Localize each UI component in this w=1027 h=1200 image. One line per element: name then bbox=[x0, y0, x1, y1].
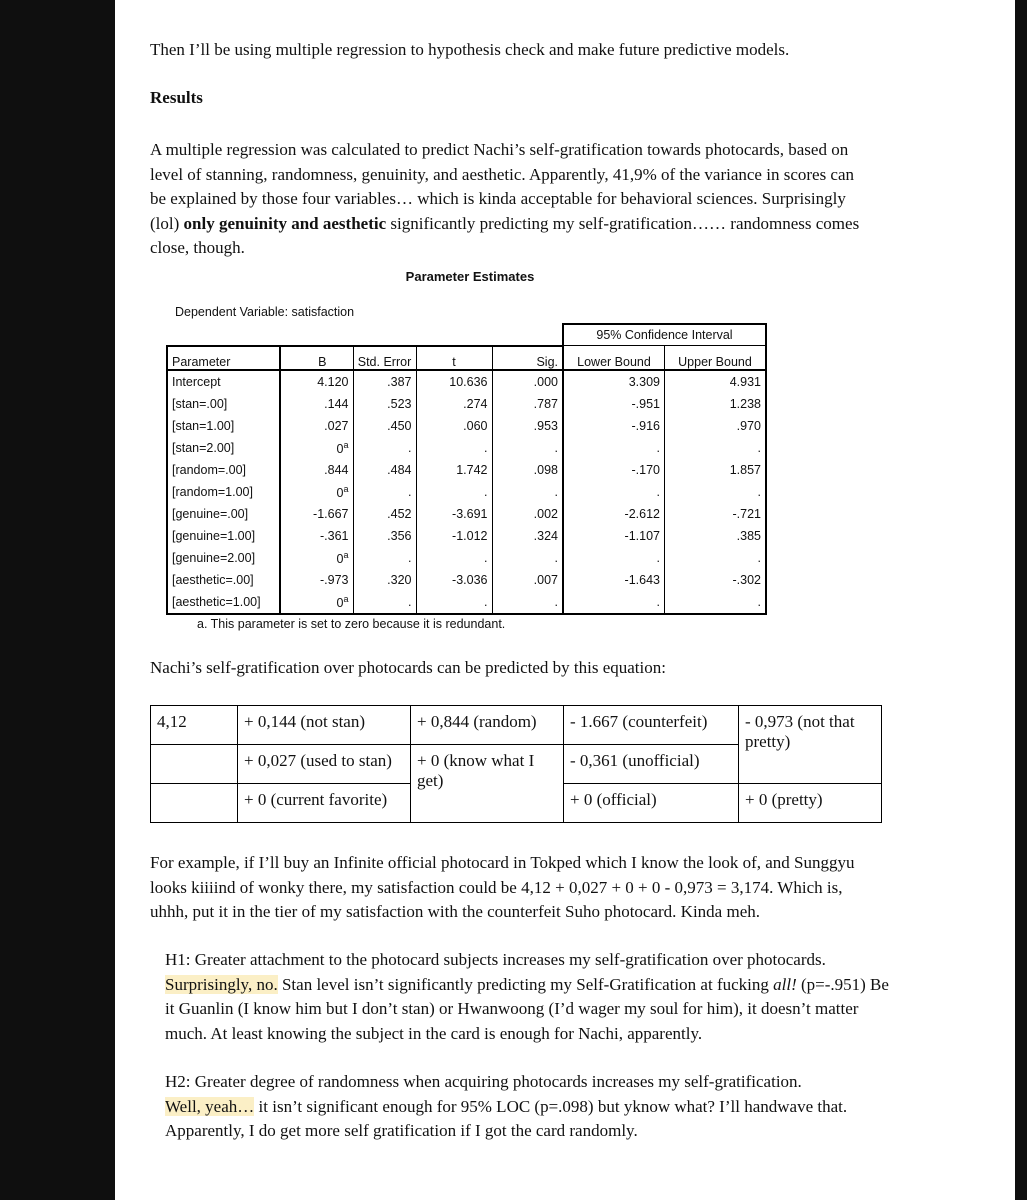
h2-highlight: Well, yeah… bbox=[165, 1096, 255, 1116]
cell-lower-bound bbox=[563, 503, 665, 525]
table-row bbox=[167, 569, 766, 591]
cell-upper-bound-value: . bbox=[757, 594, 761, 609]
cell-upper-bound bbox=[665, 459, 767, 481]
cell-parameter bbox=[167, 503, 280, 525]
cell-b-value: .027 bbox=[324, 418, 349, 433]
cell-t bbox=[416, 437, 492, 459]
cell-lower-bound bbox=[563, 415, 665, 437]
cell-parameter bbox=[167, 569, 280, 591]
footnote-marker: a bbox=[343, 440, 349, 451]
cell-upper-bound bbox=[665, 503, 767, 525]
cell-upper-bound bbox=[665, 547, 767, 569]
table-header-row bbox=[167, 324, 766, 346]
cell-b bbox=[280, 591, 353, 614]
cell-std-error-value: .484 bbox=[387, 462, 412, 477]
cell-lower-bound-value: 3.309 bbox=[628, 374, 660, 389]
ci-header: 95% Confidence Interval bbox=[563, 324, 766, 346]
cell-sig-value: .000 bbox=[533, 374, 558, 389]
cell-upper-bound-value: 4.931 bbox=[729, 374, 761, 389]
example-paragraph: For example, if I’ll buy an Infinite official photocard in Tokped which I know the look of, and Sunggyu looks kiiiind of wonky there, my satisfaction could be 4,12 + 0,027 + 0 + 0 - 0,973 = 3,174. Which is, uhhh, put it in the tier of my satisfaction with the counterfeit Suho photocard. Kinda meh. bbox=[150, 853, 855, 921]
cell-b bbox=[280, 481, 353, 503]
cell-upper-bound-value: . bbox=[757, 484, 761, 499]
cell-upper-bound-value: -.302 bbox=[732, 572, 761, 587]
parameter-estimates-title: Parameter Estimates bbox=[405, 269, 535, 284]
equation-table bbox=[150, 705, 882, 823]
table-row bbox=[167, 437, 766, 459]
results-paragraph bbox=[150, 138, 870, 261]
cell-t-value: . bbox=[484, 440, 488, 455]
cell-std-error bbox=[353, 547, 416, 569]
equation-row bbox=[151, 706, 882, 745]
cell-sig bbox=[492, 569, 563, 591]
cell-parameter-value: [random=.00] bbox=[172, 462, 247, 477]
cell-b-value: .144 bbox=[324, 396, 349, 411]
cell-b bbox=[280, 437, 353, 459]
cell-parameter-value: [stan=1.00] bbox=[172, 418, 235, 433]
cell-std-error-value: .387 bbox=[387, 374, 412, 389]
cell-sig bbox=[492, 547, 563, 569]
cell-std-error-value: . bbox=[408, 550, 412, 565]
table-row bbox=[167, 503, 766, 525]
cell-lower-bound-value: -1.107 bbox=[624, 528, 660, 543]
equation-stan-term: + 0 (current favorite) bbox=[238, 784, 411, 823]
cell-b-value: 0 bbox=[336, 552, 344, 567]
cell-upper-bound bbox=[665, 481, 767, 503]
cell-b-value: 0 bbox=[336, 442, 344, 457]
cell-std-error bbox=[353, 370, 416, 393]
cell-parameter bbox=[167, 459, 280, 481]
cell-std-error bbox=[353, 525, 416, 547]
cell-sig-value: .324 bbox=[533, 528, 558, 543]
cell-sig-value: . bbox=[554, 550, 558, 565]
cell-parameter bbox=[167, 370, 280, 393]
cell-lower-bound-value: -2.612 bbox=[624, 506, 660, 521]
cell-sig-value: .002 bbox=[533, 506, 558, 521]
cell-upper-bound bbox=[665, 370, 767, 393]
cell-lower-bound-value: -.916 bbox=[631, 418, 660, 433]
cell-t bbox=[416, 591, 492, 614]
footnote-marker: a bbox=[343, 594, 349, 605]
cell-upper-bound bbox=[665, 525, 767, 547]
cell-lower-bound bbox=[563, 547, 665, 569]
cell-lower-bound bbox=[563, 569, 665, 591]
cell-std-error-value: . bbox=[408, 440, 412, 455]
cell-sig-value: .953 bbox=[533, 418, 558, 433]
cell-std-error-value: .356 bbox=[387, 528, 412, 543]
table-row bbox=[167, 370, 766, 393]
cell-lower-bound-value: -.951 bbox=[631, 396, 660, 411]
equation-aesthetic-term: + 0 (pretty) bbox=[739, 784, 882, 823]
paragraph1-end: significantly predicting my self-gratification…… randomness comes close, though. bbox=[150, 213, 860, 257]
cell-t bbox=[416, 459, 492, 481]
cell-t bbox=[416, 370, 492, 393]
cell-b bbox=[280, 370, 353, 393]
header-std-error: Std. Error bbox=[353, 346, 416, 370]
h1-highlight: Surprisingly, no. bbox=[165, 974, 278, 994]
hypothesis-2 bbox=[165, 1070, 895, 1144]
equation-intercept: 4,12 bbox=[151, 706, 238, 745]
cell-b-value: 0 bbox=[336, 596, 344, 611]
cell-sig bbox=[492, 370, 563, 393]
cell-t-value: 10.636 bbox=[449, 374, 488, 389]
cell-t bbox=[416, 569, 492, 591]
cell-std-error bbox=[353, 393, 416, 415]
cell-std-error bbox=[353, 415, 416, 437]
cell-sig-value: .787 bbox=[533, 396, 558, 411]
equation-intro: Nachi’s self-gratification over photocards can be predicted by this equation: bbox=[150, 658, 666, 677]
cell-t-value: -3.036 bbox=[452, 572, 488, 587]
h2-rest: it isn’t significant enough for 95% LOC (p=.098) but yknow what? I’ll handwave that. Apparently, I do get more self gratification if I got the card randomly. bbox=[165, 1096, 848, 1140]
cell-b-value: -.973 bbox=[320, 572, 349, 587]
cell-t-value: .274 bbox=[463, 396, 488, 411]
equation-stan-term: + 0,144 (not stan) bbox=[238, 706, 411, 745]
cell-std-error bbox=[353, 459, 416, 481]
cell-sig-value: . bbox=[554, 594, 558, 609]
h1-italic: all! bbox=[773, 974, 797, 994]
footnote-marker: a bbox=[343, 550, 349, 561]
cell-b-value: -1.667 bbox=[313, 506, 349, 521]
dependent-variable-label: Dependent Variable: satisfaction bbox=[175, 305, 355, 319]
cell-parameter-value: [aesthetic=.00] bbox=[172, 572, 254, 587]
cell-sig bbox=[492, 503, 563, 525]
cell-upper-bound-value: . bbox=[757, 550, 761, 565]
cell-lower-bound bbox=[563, 459, 665, 481]
cell-upper-bound-value: 1.857 bbox=[729, 462, 761, 477]
cell-parameter bbox=[167, 437, 280, 459]
cell-lower-bound-value: . bbox=[656, 550, 660, 565]
cell-sig bbox=[492, 437, 563, 459]
cell-lower-bound-value: -.170 bbox=[631, 462, 660, 477]
cell-b-value: -.361 bbox=[320, 528, 349, 543]
cell-t bbox=[416, 393, 492, 415]
cell-std-error bbox=[353, 437, 416, 459]
cell-parameter-value: [stan=2.00] bbox=[172, 440, 235, 455]
cell-sig-value: .007 bbox=[533, 572, 558, 587]
cell-t bbox=[416, 547, 492, 569]
cell-std-error-value: .523 bbox=[387, 396, 412, 411]
cell-lower-bound-value: -1.643 bbox=[624, 572, 660, 587]
cell-std-error-value: .450 bbox=[387, 418, 412, 433]
equation-genuine-term: + 0 (official) bbox=[564, 784, 739, 823]
cell-lower-bound bbox=[563, 370, 665, 393]
cell-std-error bbox=[353, 481, 416, 503]
cell-std-error bbox=[353, 569, 416, 591]
header-sig: Sig. bbox=[492, 346, 563, 370]
equation-random-term: + 0 (know what I get) bbox=[411, 745, 564, 823]
cell-sig-value: . bbox=[554, 440, 558, 455]
cell-upper-bound bbox=[665, 415, 767, 437]
cell-lower-bound bbox=[563, 481, 665, 503]
cell-upper-bound-value: . bbox=[757, 440, 761, 455]
equation-random-term: + 0,844 (random) bbox=[411, 706, 564, 745]
cell-std-error-value: .452 bbox=[387, 506, 412, 521]
cell-parameter-value: [genuine=1.00] bbox=[172, 528, 256, 543]
cell-t bbox=[416, 481, 492, 503]
cell-parameter-value: Intercept bbox=[172, 374, 221, 389]
cell-b bbox=[280, 525, 353, 547]
cell-b bbox=[280, 547, 353, 569]
cell-sig bbox=[492, 393, 563, 415]
header-upper-bound: Upper Bound bbox=[665, 346, 767, 370]
document-page bbox=[115, 0, 1015, 1200]
cell-sig bbox=[492, 459, 563, 481]
cell-lower-bound-value: . bbox=[656, 440, 660, 455]
cell-parameter bbox=[167, 591, 280, 614]
cell-b-value: .844 bbox=[324, 462, 349, 477]
cell-t-value: .060 bbox=[463, 418, 488, 433]
equation-empty-cell bbox=[151, 745, 238, 784]
header-lower-bound: Lower Bound bbox=[563, 346, 665, 370]
cell-sig bbox=[492, 481, 563, 503]
cell-parameter-value: [genuine=2.00] bbox=[172, 550, 256, 565]
cell-b bbox=[280, 459, 353, 481]
cell-std-error-value: .320 bbox=[387, 572, 412, 587]
table-header-row bbox=[167, 346, 766, 370]
cell-t-value: 1.742 bbox=[456, 462, 488, 477]
cell-sig bbox=[492, 525, 563, 547]
footnote-marker: a bbox=[343, 484, 349, 495]
cell-upper-bound-value: 1.238 bbox=[729, 396, 761, 411]
cell-std-error bbox=[353, 591, 416, 614]
paragraph1-start: A multiple regression was calculated to predict Nachi’s self-gratification towards photocards, based on level of stanning, randomness, genuinity, and aesthetic. Apparently, 41,9% of the variance in scores can be explained by those four variables… which is kinda acceptable for behavioral sciences. Surprisingly (lol) bbox=[150, 140, 855, 233]
header-t: t bbox=[416, 346, 492, 370]
cell-parameter-value: [random=1.00] bbox=[172, 484, 253, 499]
cell-parameter bbox=[167, 481, 280, 503]
equation-empty-cell bbox=[151, 784, 238, 823]
hypothesis-1 bbox=[165, 948, 895, 1046]
cell-parameter bbox=[167, 525, 280, 547]
cell-parameter-value: [aesthetic=1.00] bbox=[172, 594, 261, 609]
cell-std-error bbox=[353, 503, 416, 525]
cell-b bbox=[280, 503, 353, 525]
table-row bbox=[167, 459, 766, 481]
cell-lower-bound-value: . bbox=[656, 484, 660, 499]
cell-t-value: -1.012 bbox=[452, 528, 488, 543]
cell-sig-value: .098 bbox=[533, 462, 558, 477]
cell-t-value: . bbox=[484, 484, 488, 499]
cell-sig bbox=[492, 591, 563, 614]
cell-upper-bound bbox=[665, 393, 767, 415]
paragraph1-bold: only genuinity and aesthetic bbox=[183, 213, 387, 233]
cell-upper-bound-value: -.721 bbox=[732, 506, 761, 521]
equation-stan-term: + 0,027 (used to stan) bbox=[238, 745, 411, 784]
cell-lower-bound bbox=[563, 591, 665, 614]
cell-parameter-value: [stan=.00] bbox=[172, 396, 228, 411]
cell-t-value: -3.691 bbox=[452, 506, 488, 521]
equation-genuine-term: - 0,361 (unofficial) bbox=[564, 745, 739, 784]
cell-t bbox=[416, 525, 492, 547]
cell-b bbox=[280, 569, 353, 591]
h1-claim: H1: Greater attachment to the photocard subjects increases my self-gratification over photocards. bbox=[165, 950, 826, 969]
cell-parameter-value: [genuine=.00] bbox=[172, 506, 249, 521]
table-row bbox=[167, 393, 766, 415]
cell-std-error-value: . bbox=[408, 484, 412, 499]
parameter-estimates-table bbox=[166, 323, 767, 615]
equation-genuine-term: - 1.667 (counterfeit) bbox=[564, 706, 739, 745]
h1-middle: Stan level isn’t significantly predicting my Self-Gratification at fucking bbox=[277, 974, 774, 994]
cell-lower-bound bbox=[563, 393, 665, 415]
cell-upper-bound-value: .385 bbox=[736, 528, 761, 543]
table-row bbox=[167, 481, 766, 503]
table-row bbox=[167, 547, 766, 569]
cell-t-value: . bbox=[484, 550, 488, 565]
cell-t-value: . bbox=[484, 594, 488, 609]
table-row bbox=[167, 525, 766, 547]
table-row bbox=[167, 591, 766, 614]
equation-aesthetic-term: - 0,973 (not that pretty) bbox=[739, 706, 882, 784]
cell-b-value: 0 bbox=[336, 486, 344, 501]
intro-text: Then I’ll be using multiple regression to hypothesis check and make future predictive models. bbox=[150, 40, 790, 59]
cell-upper-bound bbox=[665, 437, 767, 459]
cell-parameter bbox=[167, 547, 280, 569]
cell-b bbox=[280, 393, 353, 415]
cell-parameter bbox=[167, 415, 280, 437]
cell-lower-bound-value: . bbox=[656, 594, 660, 609]
cell-b bbox=[280, 415, 353, 437]
cell-upper-bound bbox=[665, 591, 767, 614]
cell-upper-bound bbox=[665, 569, 767, 591]
header-parameter: Parameter bbox=[167, 346, 280, 370]
results-heading: Results bbox=[150, 88, 203, 107]
cell-parameter bbox=[167, 393, 280, 415]
cell-sig-value: . bbox=[554, 484, 558, 499]
table-row bbox=[167, 415, 766, 437]
cell-b-value: 4.120 bbox=[317, 374, 349, 389]
cell-t bbox=[416, 503, 492, 525]
table-footnote: a. This parameter is set to zero because it is redundant. bbox=[197, 617, 506, 631]
cell-std-error-value: . bbox=[408, 594, 412, 609]
cell-lower-bound bbox=[563, 437, 665, 459]
cell-sig bbox=[492, 415, 563, 437]
header-b: B bbox=[280, 346, 353, 370]
cell-t bbox=[416, 415, 492, 437]
h2-claim: H2: Greater degree of randomness when acquiring photocards increases my self-gratification. bbox=[165, 1072, 802, 1091]
cell-lower-bound bbox=[563, 525, 665, 547]
h1-rest: (p=-.951) Be it Guanlin (I know him but I don’t stan) or Hwanwoong (I’d wager my soul for him), it doesn’t matter much. At least knowing the subject in the card is enough for Nachi, apparently. bbox=[165, 974, 889, 1043]
cell-upper-bound-value: .970 bbox=[736, 418, 761, 433]
